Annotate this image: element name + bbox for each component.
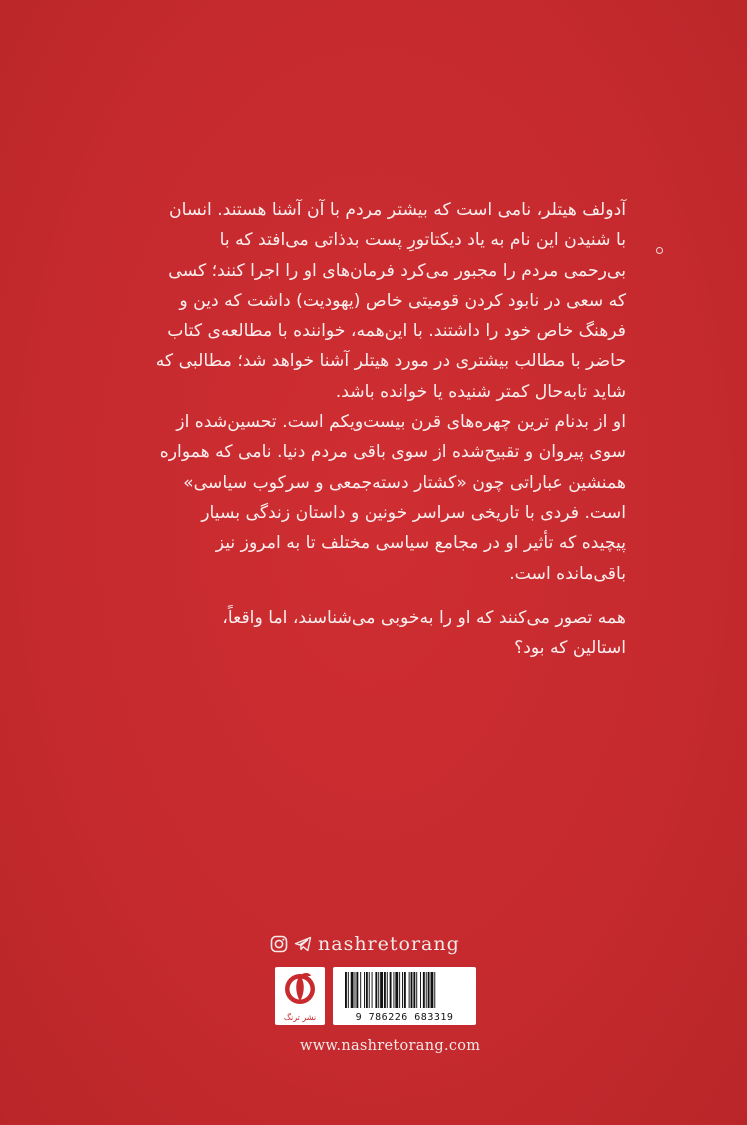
barcode-bar <box>423 972 425 1008</box>
barcode-bar <box>375 972 377 1008</box>
barcode-bar <box>390 972 392 1008</box>
publisher-website: www.nashretorang.com <box>300 1038 481 1054</box>
publisher-logo <box>275 967 325 1025</box>
barcode-bar <box>356 972 358 1008</box>
barcode-bar <box>404 972 406 1008</box>
publisher-logo-label: نشر ترنگ <box>283 1013 317 1022</box>
social-handle-text: nashretorang <box>318 933 460 955</box>
barcode-bar <box>348 972 349 1008</box>
barcode-bar <box>428 972 430 1008</box>
blurb-paragraph-1: آدولف هیتلر، نامی است که بیشتر مردم با آن آشنا هستند. انسان با شنیدن این نام به یاد دیکتاتورِ پست بدذاتی می‌افتد که با بی‌رحمی مردم را مجبور می‌کرد فرمان‌های او را اجرا کنند؛ کسی که سعی در نابود کردن قومیتی خاص (یهودیت) داشت که دین و فرهنگ خاص خود را داشتند. با این‌همه، خواننده با مطالعه‌ی کتاب حاضر با مطالب بیشتری در مورد هیتلر آشنا خواهد شد؛ مطالبی که شاید تابه‌حال کمتر شنیده یا خوانده باشد. <box>155 200 626 402</box>
barcode-bar <box>431 972 434 1008</box>
barcode-bar <box>387 972 388 1008</box>
barcode-bar <box>378 972 379 1008</box>
barcode-bar <box>434 972 435 1008</box>
barcode-bar <box>372 972 373 1008</box>
barcode-bar <box>399 972 400 1008</box>
barcode-bar <box>384 972 386 1008</box>
barcode-bar <box>345 972 347 1008</box>
isbn-barcode <box>333 967 476 1025</box>
barcode-bar <box>369 972 370 1008</box>
barcode-bar <box>380 972 383 1008</box>
barcode-bar <box>351 972 354 1008</box>
orange-logo-icon <box>275 967 325 1011</box>
barcode-bar <box>413 972 415 1008</box>
instagram-icon <box>270 935 288 953</box>
barcode-bar <box>416 972 417 1008</box>
isbn-digits: 9 786226 683319 <box>355 1012 454 1023</box>
barcode-bar <box>393 972 394 1008</box>
barcode-bar <box>364 972 365 1008</box>
barcode-bar <box>402 972 403 1008</box>
back-cover-blurb <box>130 195 626 663</box>
barcode-bar <box>355 972 356 1008</box>
telegram-icon <box>294 935 312 953</box>
barcode-bar <box>366 972 368 1008</box>
barcode-bar <box>426 972 427 1008</box>
barcode-bars <box>333 967 476 1011</box>
barcode-bar <box>409 972 410 1008</box>
blurb-paragraph-3: همه تصور می‌کنند که او را به‌خوبی می‌شناسند، اما واقعاً، استالین که بود؟ <box>222 607 626 659</box>
blurb-paragraph-2: او از بدنام ترین چهره‌های قرن بیست‌ویکم است. تحسین‌شده از سوی پیروان و تقبیح‌شده از سوی باقی مردم دنیا. نامی که همواره همنشین عباراتی چون «کشتار دسته‌جمعی و سرکوب سیاسی» است. فردی با تاریخی سراسر خونین و داستان زندگی بسیار پیچیده که تأثیر او در مجامع سیاسی مختلف تا به امروز نیز باقی‌مانده است. <box>159 412 626 584</box>
ornament-dot <box>656 247 663 254</box>
barcode-bar <box>360 972 361 1008</box>
barcode-bar <box>411 972 413 1008</box>
barcode-bar <box>395 972 398 1008</box>
barcode-bar <box>420 972 421 1008</box>
social-handle <box>270 932 460 956</box>
